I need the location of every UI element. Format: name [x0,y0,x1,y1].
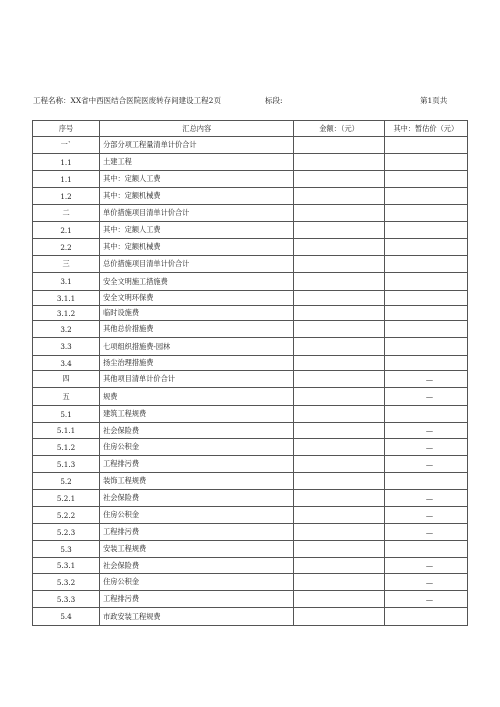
row-content: 安全文明环保费 [100,291,294,306]
row-number: 二 [33,205,100,222]
cost-summary-table [32,120,468,626]
row-provisional: — [384,388,467,406]
row-provisional [384,306,467,321]
row-provisional [384,222,467,239]
row-amount [294,239,384,256]
table-row [33,306,468,321]
row-amount [294,205,384,222]
row-amount [294,256,384,273]
table-row [33,154,468,171]
row-amount [294,188,384,205]
row-amount [294,591,384,608]
row-content: 市政安装工程规费 [100,608,294,626]
row-provisional [384,473,467,490]
row-content: 规费 [100,388,294,406]
section-label: 标段: [265,96,283,105]
row-number: 5.2.1 [33,490,100,507]
table-row [33,591,468,608]
table-row [33,137,468,154]
row-content: 工程排污费 [100,456,294,473]
row-number: 5.3.1 [33,558,100,574]
row-number: 1.2 [33,188,100,205]
row-content: 其中：定额人工费 [100,171,294,188]
row-number: 5.1.1 [33,423,100,439]
table-row [33,490,468,507]
table-row [33,507,468,524]
table-row [33,291,468,306]
row-amount [294,171,384,188]
row-number: 3.1.1 [33,291,100,306]
row-number: 5.2.3 [33,524,100,541]
row-provisional: — [384,524,467,541]
table-row [33,273,468,291]
row-provisional [384,321,467,338]
table-body [33,137,468,626]
row-provisional [384,541,467,558]
table-row [33,608,468,626]
table-header-row [33,121,468,137]
row-number: 2.2 [33,239,100,256]
row-amount [294,222,384,239]
table-row [33,356,468,371]
row-amount [294,490,384,507]
row-provisional [384,239,467,256]
row-amount [294,273,384,291]
row-content: 工程排污费 [100,524,294,541]
row-content: 建筑工程规费 [100,406,294,423]
row-content: 社会保险费 [100,490,294,507]
row-content: 安装工程规费 [100,541,294,558]
row-content: 七项组织措施费-园林 [100,338,294,356]
row-amount [294,507,384,524]
row-number: 5.3 [33,541,100,558]
row-content: 其他总价措施费 [100,321,294,338]
row-number: 3.3 [33,338,100,356]
table-row [33,171,468,188]
row-provisional: — [384,490,467,507]
row-content: 住房公积金 [100,507,294,524]
row-provisional [384,154,467,171]
row-provisional [384,188,467,205]
row-provisional [384,137,467,154]
row-number: 五 [33,388,100,406]
row-number: 三 [33,256,100,273]
row-amount [294,406,384,423]
row-provisional [384,291,467,306]
row-provisional: — [384,423,467,439]
row-content: 其他项目清单计价合计 [100,371,294,388]
row-content: 安全文明施工措施费 [100,273,294,291]
table-row [33,558,468,574]
row-content: 其中：定额机械费 [100,188,294,205]
row-provisional: — [384,507,467,524]
row-provisional: — [384,574,467,591]
row-content: 扬尘治理措施费 [100,356,294,371]
row-amount [294,473,384,490]
table-row [33,456,468,473]
row-amount [294,371,384,388]
table-row [33,423,468,439]
table-row [33,338,468,356]
table-row [33,406,468,423]
row-provisional: — [384,371,467,388]
row-amount [294,291,384,306]
document-header [33,96,473,118]
row-content: 单价措施项目清单计价合计 [100,205,294,222]
row-number: 3.2 [33,321,100,338]
row-content: 土建工程 [100,154,294,171]
row-number: 3.1.2 [33,306,100,321]
row-provisional: — [384,591,467,608]
row-number: 5.2.2 [33,507,100,524]
table-row [33,256,468,273]
row-provisional [384,608,467,626]
row-number: 1.1 [33,171,100,188]
row-content: 社会保险费 [100,423,294,439]
row-number: 5.3.2 [33,574,100,591]
row-provisional: — [384,439,467,456]
table-row [33,574,468,591]
row-amount [294,154,384,171]
col-header-provisional: 其中：暂估价（元） [384,121,467,137]
table-row [33,239,468,256]
row-content: 其中：定额人工费 [100,222,294,239]
row-content: 分部分项工程量清单计价合计 [100,137,294,154]
row-content: 临时设施费 [100,306,294,321]
row-number: 2.1 [33,222,100,239]
row-amount [294,524,384,541]
page-indicator: 第1页共 [420,96,448,105]
row-number: 5.1.2 [33,439,100,456]
project-name: 工程名称：XX省中西医结合医院医废转存间建设工程2页 [33,96,221,105]
row-amount [294,439,384,456]
row-provisional [384,273,467,291]
row-number: 5.1 [33,406,100,423]
row-provisional [384,356,467,371]
table-row [33,439,468,456]
row-number: 1.1 [33,154,100,171]
row-amount [294,456,384,473]
row-content: 总价措施项目清单计价合计 [100,256,294,273]
row-amount [294,574,384,591]
row-provisional [384,205,467,222]
table-row [33,524,468,541]
row-amount [294,423,384,439]
row-number: 5.3.3 [33,591,100,608]
row-amount [294,306,384,321]
row-provisional [384,171,467,188]
row-content: 工程排污费 [100,591,294,608]
row-number: 四 [33,371,100,388]
table-row [33,205,468,222]
table-row [33,541,468,558]
row-number: 一` [33,137,100,154]
table-row [33,222,468,239]
table-row [33,188,468,205]
row-amount [294,558,384,574]
row-content: 其中：定额机械费 [100,239,294,256]
row-provisional [384,406,467,423]
row-content: 住房公积金 [100,439,294,456]
row-amount [294,137,384,154]
table-row [33,473,468,490]
row-number: 5.4 [33,608,100,626]
col-header-content: 汇总内容 [100,121,294,137]
row-number: 5.1.3 [33,456,100,473]
row-content: 装饰工程规费 [100,473,294,490]
row-content: 社会保险费 [100,558,294,574]
row-number: 3.1 [33,273,100,291]
row-amount [294,388,384,406]
row-number: 5.2 [33,473,100,490]
row-amount [294,321,384,338]
row-amount [294,608,384,626]
row-number: 3.4 [33,356,100,371]
row-content: 住房公积金 [100,574,294,591]
row-provisional: — [384,558,467,574]
col-header-no: 序号 [33,121,100,137]
col-header-amount: 金额：（元） [294,121,384,137]
row-provisional [384,256,467,273]
table-row [33,388,468,406]
table-row [33,371,468,388]
table-row [33,321,468,338]
row-amount [294,356,384,371]
row-amount [294,541,384,558]
row-provisional [384,338,467,356]
row-provisional: — [384,456,467,473]
row-amount [294,338,384,356]
